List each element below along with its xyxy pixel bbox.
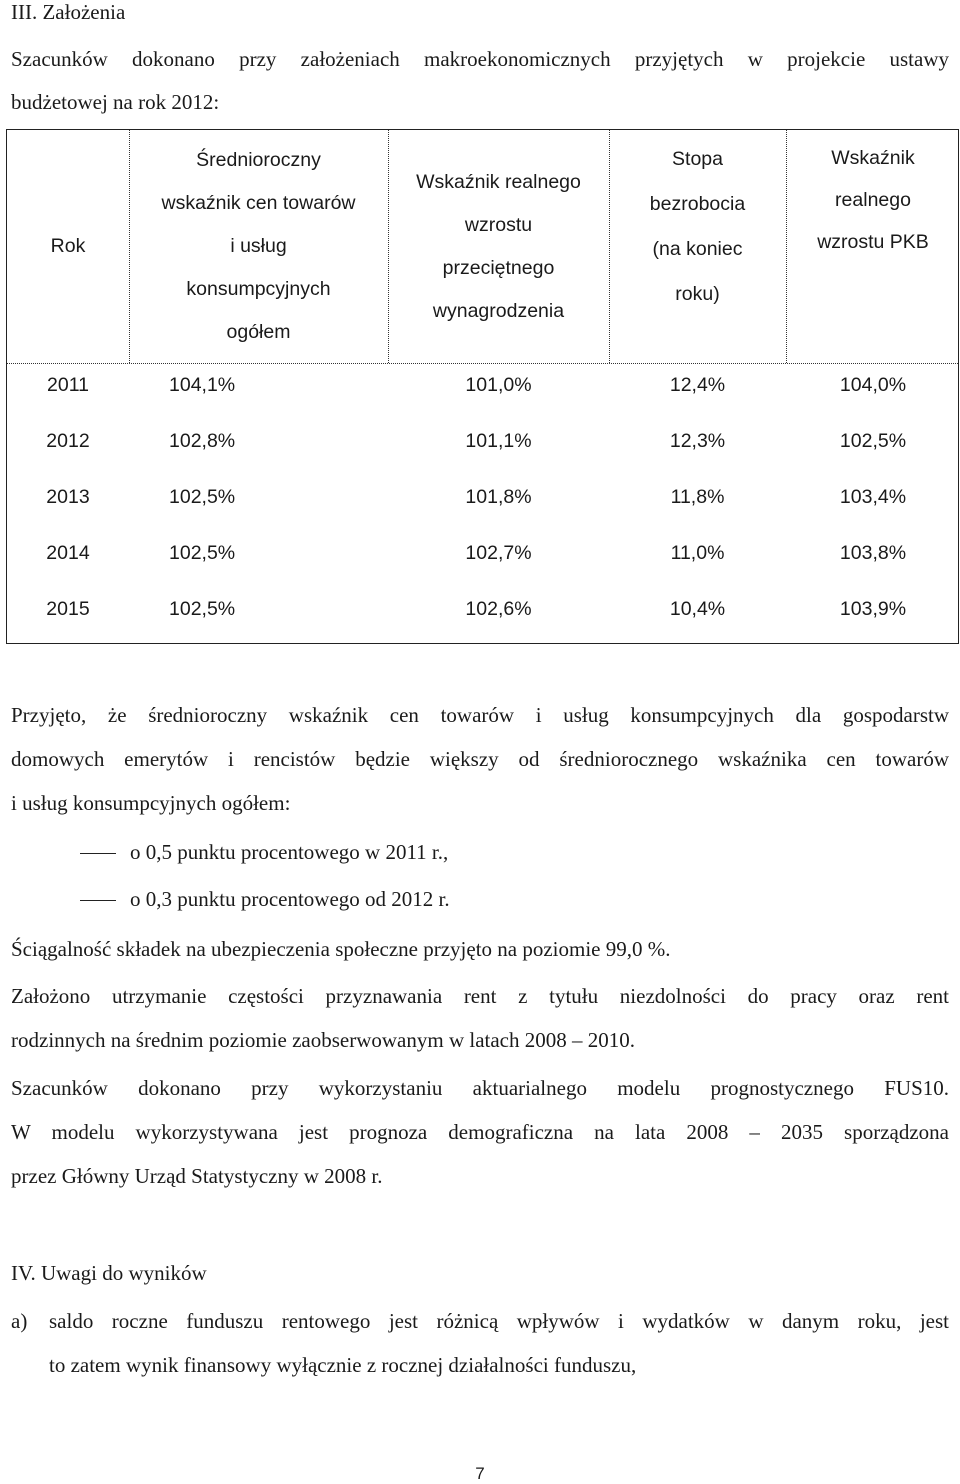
- table-row: 2013 102,5% 101,8% 11,8% 103,4%: [46, 486, 907, 508]
- header-cpi: Średnioroczny wskaźnik cen towarów i usług konsumpcyjnych ogółem: [161, 149, 356, 343]
- header-year: Rok: [50, 235, 86, 257]
- section-3-heading: III. Założenia: [11, 0, 126, 24]
- intro-paragraph: [11, 47, 949, 71]
- paragraph-pension-cpi-2: [11, 747, 949, 771]
- p1-line-1: Przyjęto, że średnioroczny wskaźnik cen towarów i usług konsumpcyjnych dla gospodarstw: [11, 703, 949, 727]
- item-a-line-1: saldo roczne funduszu rentowego jest różnicą wpływów i wydatków w danym roku, jest: [49, 1309, 949, 1333]
- paragraph-contribution-collection: Ściągalność składek na ubezpieczenia społeczne przyjęto na poziomie 99,0 %.: [11, 937, 671, 961]
- p3-line-1: Założono utrzymanie częstości przyznawania rent z tytułu niezdolności do pracy oraz rent: [11, 984, 949, 1008]
- macro-assumptions-table: [6, 129, 959, 644]
- bullet-item-2: o 0,3 punktu procentowego od 2012 r.: [130, 887, 450, 911]
- intro-line-2: budżetowej na rok 2012:: [11, 90, 220, 114]
- item-a-text: [49, 1309, 949, 1333]
- item-a-line-2: to zatem wynik finansowy wyłącznie z rocznej działalności funduszu,: [49, 1353, 637, 1377]
- header-real-wage: Wskaźnik realnego wzrostu przeciętnego wynagrodzenia: [416, 170, 581, 322]
- list-marker-a: a): [11, 1309, 28, 1333]
- page-number: 7: [475, 1464, 485, 1483]
- table-row: 2014 102,5% 102,7% 11,0% 103,8%: [46, 542, 907, 564]
- dash-bullet: [80, 900, 116, 901]
- bullet-item-1: o 0,5 punktu procentowego w 2011 r.,: [130, 840, 449, 864]
- p4-line-3: przez Główny Urząd Statystyczny w 2008 r.: [11, 1164, 383, 1188]
- p1-line-2: domowych emerytów i rencistów będzie większy od średniorocznego wskaźnika cen towarów: [11, 747, 949, 771]
- p4-line-1: Szacunków dokonano przy wykorzystaniu aktuarialnego modelu prognostycznego FUS10.: [11, 1076, 949, 1100]
- paragraph-model: [11, 1076, 949, 1100]
- table-header-divider: [7, 363, 958, 364]
- table-row: 2012 102,8% 101,1% 12,3% 102,5%: [46, 430, 907, 452]
- header-unemployment: Stopa bezrobocia (na koniec roku): [649, 148, 746, 305]
- intro-line-1: Szacunków dokonano przy założeniach makroekonomicznych przyjętych w projekcie ustawy: [11, 47, 949, 71]
- header-gdp: Wskaźnik realnego wzrostu PKB: [817, 147, 929, 253]
- p3-line-2: rodzinnych na średnim poziomie zaobserwowanym w latach 2008 – 2010.: [11, 1028, 636, 1052]
- table-row: 2015 102,5% 102,6% 10,4% 103,9%: [46, 598, 907, 620]
- section-4-heading: IV. Uwagi do wyników: [11, 1261, 207, 1285]
- table-row: 2011 104,1% 101,0% 12,4% 104,0%: [47, 374, 907, 396]
- p4-line-2: W modelu wykorzystywana jest prognoza demograficzna na lata 2008 – 2035 sporządzona: [11, 1120, 949, 1144]
- paragraph-model-2: [11, 1120, 949, 1144]
- paragraph-pension-cpi: [11, 703, 949, 727]
- p1-line-3: i usług konsumpcyjnych ogółem:: [11, 791, 291, 815]
- dash-bullet: [80, 853, 116, 854]
- paragraph-disability-rents: [11, 984, 949, 1008]
